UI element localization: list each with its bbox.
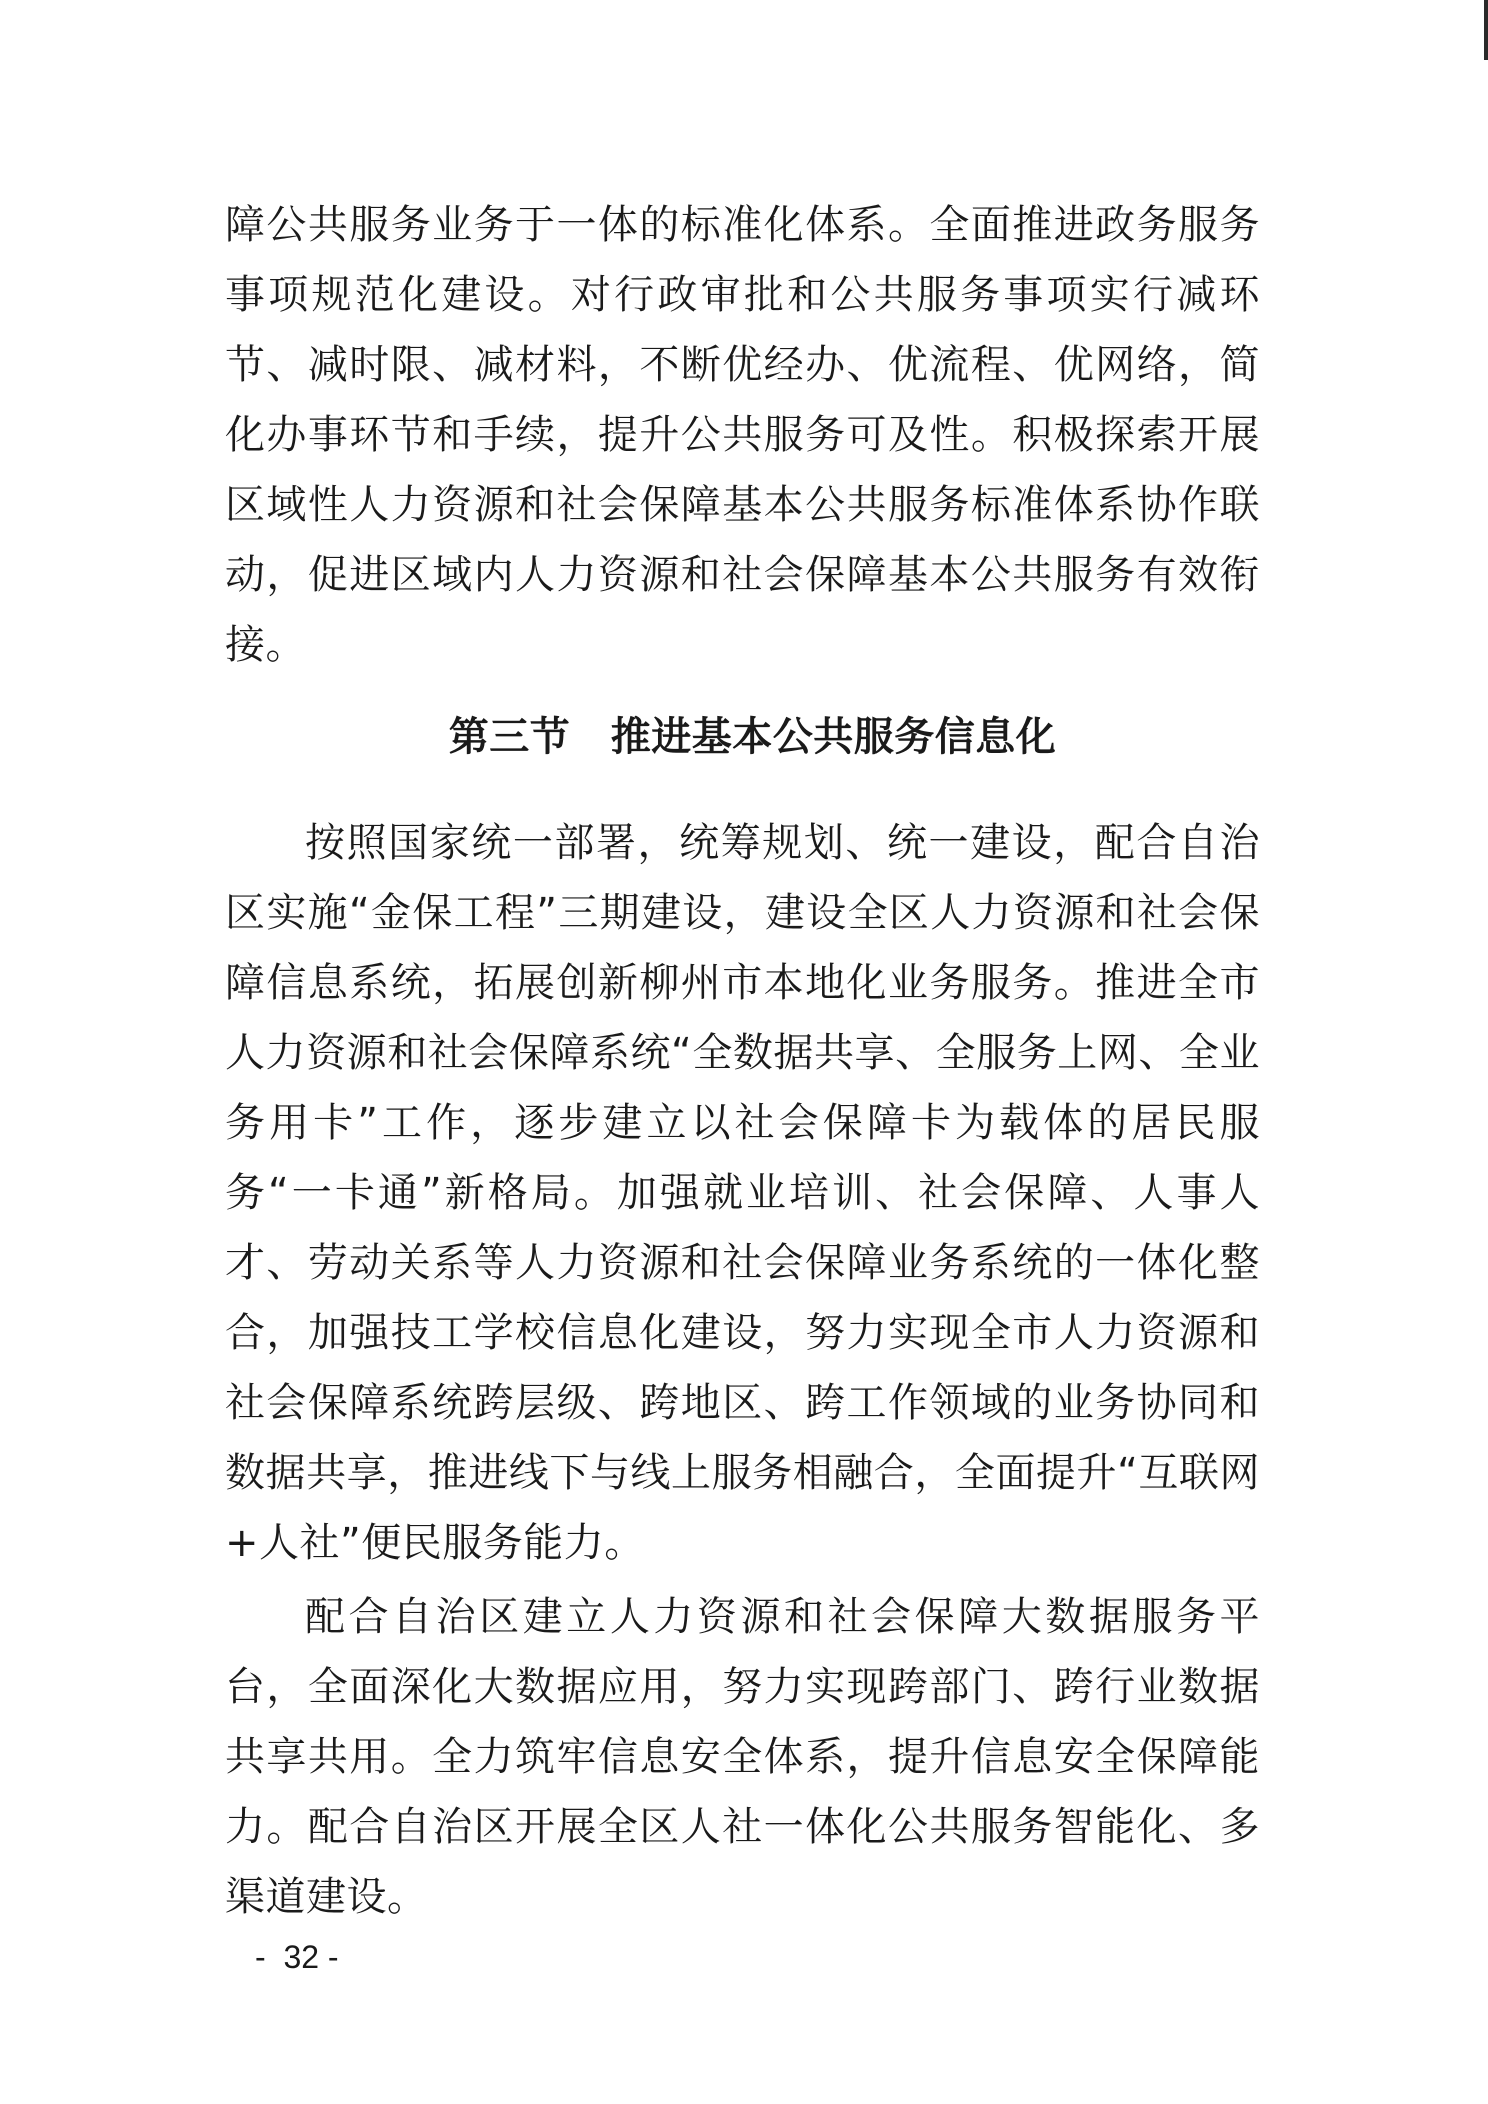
paragraph-standardization: 障公共服务业务于一体的标准化体系。全面推进政务服务事项规范化建设。对行政审批和公共服务事项实行减环节、减时限、减材料，不断优经办、优流程、优网络，简化办事环节和手续，提升公共服务可及性。积极探索开展区域性人力资源和社会保障基本公共服务标准体系协作联动，促进区域内人力资源和社会保障基本公共服务有效衔接。 — [225, 202, 1260, 668]
paragraph-big-data: 配合自治区建立人力资源和社会保障大数据服务平台，全面深化大数据应用，努力实现跨部门、跨行业数据共享共用。全力筑牢信息安全体系，提升信息安全保障能力。配合自治区开展全区人社一体化公共服务智能化、多渠道建设。 — [225, 1594, 1260, 1920]
section-heading: 第三节 推进基本公共服务信息化 — [448, 714, 1057, 760]
page-number: - 32 - — [255, 1939, 339, 1975]
paragraph-informatization: 按照国家统一部署，统筹规划、统一建设，配合自治区实施“金保工程”三期建设，建设全区人力资源和社会保障信息系统，拓展创新柳州市本地化业务服务。推进全市人力资源和社会保障系统“全数据共享、全服务上网、全业务用卡”工作，逐步建立以社会保障卡为载体的居民服务“一卡通”新格局。加强就业培训、社会保障、人事人才、劳动关系等人力资源和社会保障业务系统的一体化整合，加强技工学校信息化建设，努力实现全市人力资源和社会保障系统跨层级、跨地区、跨工作领域的业务协同和数据共享，推进线下与线上服务相融合，全面提升“互联网+人社”便民服务能力。 — [225, 820, 1260, 1566]
document-body — [225, 190, 1260, 1932]
scan-edge-line — [1484, 0, 1488, 60]
